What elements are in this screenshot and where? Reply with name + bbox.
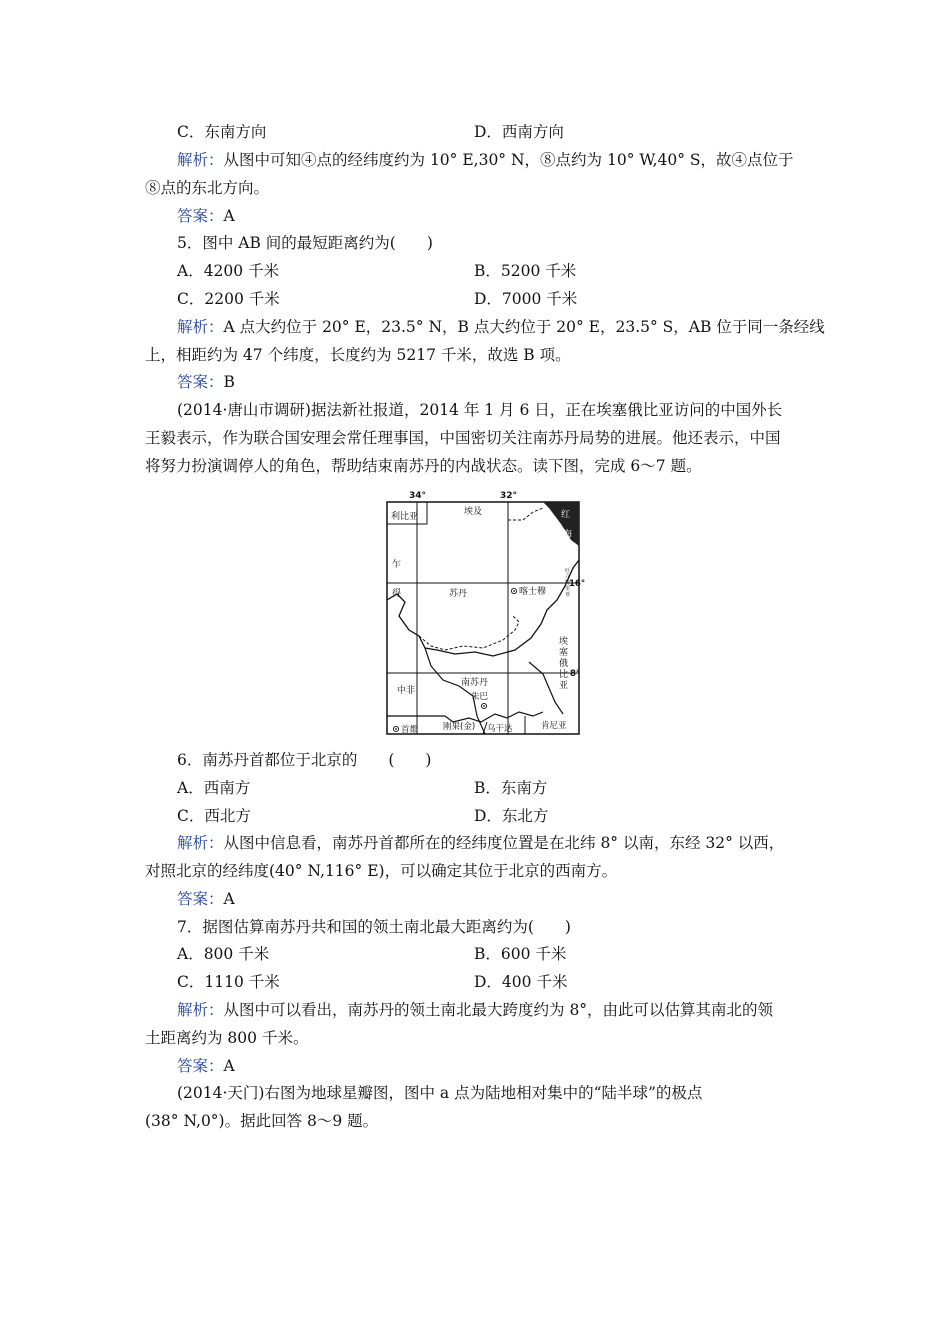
answer-value: A [223, 890, 235, 908]
q6-option-d: D．东北方 [474, 807, 549, 825]
analysis-label: 解析： [177, 318, 224, 336]
uganda-label: 乌干达 [487, 724, 513, 734]
ethiopia-label-1: 埃 [559, 637, 569, 647]
q4-analysis-line2: ⑧点的东北方向。 [145, 179, 270, 197]
analysis-text: 从图中可以看出，南苏丹的领土南北最大跨度约为 8°，由此可以估算其南北的领 [223, 1001, 774, 1019]
q6-option-c: C．西北方 [177, 807, 251, 825]
analysis-label: 解析： [177, 834, 224, 852]
q7-option-b: B．600 千米 [474, 945, 567, 963]
car-label: 中非 [397, 686, 416, 696]
q4-analysis-line1 [177, 150, 794, 170]
ethiopia-label-2: 塞 [559, 648, 569, 658]
q4-option-d: D．西南方向 [474, 123, 564, 141]
q5-option-a: A．4200 千米 [177, 262, 280, 280]
capital-dot-icon [483, 705, 485, 707]
q5-analysis-line1 [177, 317, 825, 337]
capital-dot-icon [513, 590, 515, 592]
q5-stem: 5．图中 AB 间的最短距离约为( ) [177, 234, 433, 252]
answer-value: A [223, 1057, 235, 1075]
q6-answer [177, 889, 235, 909]
capital-dot-icon [395, 728, 397, 730]
q4-answer [177, 206, 235, 226]
intro-8-9-line1: (2014·天门)右图为地球星瓣图，图中 a 点为陆地相对集中的“陆半球”的极点 [177, 1084, 703, 1102]
eritrea-label-3: 特 [565, 580, 571, 586]
q7-answer [177, 1056, 235, 1076]
answer-label: 答案： [177, 373, 224, 391]
lon-34-label: 34° [409, 491, 427, 501]
q6-analysis-line1 [177, 833, 784, 853]
libya-label: 利比亚 [391, 512, 419, 522]
egypt-label: 埃及 [464, 507, 483, 517]
analysis-label: 解析： [177, 1001, 224, 1019]
q6-option-a: A．西南方 [177, 779, 251, 797]
lon-32-label: 32° [500, 491, 518, 501]
q6-stem: 6．南苏丹首都位于北京的 ( ) [177, 751, 432, 769]
intro-6-7-line2: 王毅表示，作为联合国安理会常任理事国，中国密切关注南苏丹局势的进展。他还表示，中国 [145, 429, 781, 447]
analysis-text: A 点大约位于 20° E，23.5° N，B 点大约位于 20° E，23.5° S，AB 位于同一条经线 [223, 318, 825, 336]
red-sea-label-1: 红 [561, 510, 571, 520]
south-sudan-label: 南苏丹 [461, 678, 489, 688]
intro-6-7-line3: 将努力扮演调停人的角色，帮助结束南苏丹的内战状态。读下图，完成 6～7 题。 [145, 457, 702, 475]
q5-analysis-line2: 上，相距约为 47 个纬度，长度约为 5217 千米，故选 B 项。 [145, 346, 571, 364]
answer-label: 答案： [177, 890, 224, 908]
eritrea-label-1: 厄 [565, 568, 571, 574]
lat-16-label: 16° [569, 579, 586, 589]
answer-label: 答案： [177, 207, 224, 225]
ethiopia-label-3: 俄 [559, 659, 569, 669]
juba-label: 朱巴 [471, 692, 489, 702]
answer-value: B [223, 373, 235, 391]
sudan-map [383, 490, 586, 736]
ethiopia-label-5: 亚 [559, 681, 569, 691]
intro-8-9-line2: (38° N,0°)。据此回答 8～9 题。 [145, 1112, 379, 1130]
red-sea-label-2: 海 [563, 530, 573, 540]
q7-option-c: C．1110 千米 [177, 973, 280, 991]
q7-analysis-line2: 土距离约为 800 千米。 [145, 1029, 309, 1047]
q5-option-d: D．7000 千米 [474, 290, 578, 308]
q6-analysis-line2: 对照北京的经纬度(40° N,116° E)，可以确定其位于北京的西南方。 [145, 862, 618, 880]
legend-capital-label: 首都 [401, 725, 419, 735]
q7-option-a: A．800 千米 [177, 945, 270, 963]
analysis-text: 从图中信息看，南苏丹首都所在的经纬度位置是在北纬 8° 以南，东经 32° 以西， [223, 834, 785, 852]
sudan-label: 苏丹 [449, 589, 468, 599]
q6-option-b: B．东南方 [474, 779, 548, 797]
eritrea-label-5: 亚 [565, 592, 571, 598]
analysis-label: 解析： [177, 151, 224, 169]
q5-option-c: C．2200 千米 [177, 290, 280, 308]
q7-option-d: D．400 千米 [474, 973, 568, 991]
q4-option-c: C．东南方向 [177, 123, 267, 141]
kenya-label: 肯尼亚 [541, 721, 567, 731]
q7-stem: 7．据图估算南苏丹共和国的领土南北最大距离约为( ) [177, 918, 571, 936]
q5-answer [177, 372, 235, 392]
drc-label: 刚果(金) [443, 722, 476, 732]
q7-analysis-line1 [177, 1000, 773, 1020]
chad-label-1: 乍 [392, 560, 402, 570]
answer-value: A [223, 207, 235, 225]
khartoum-label: 喀士穆 [519, 587, 547, 597]
intro-6-7-line1: (2014·唐山市调研)据法新社报道，2014 年 1 月 6 日，正在埃塞俄比亚访问的中国外长 [177, 401, 783, 419]
q5-option-b: B．5200 千米 [474, 262, 577, 280]
eritrea-label-4: 里 [565, 586, 571, 592]
ethiopia-label-4: 比 [559, 670, 569, 680]
analysis-text: 从图中可知④点的经纬度约为 10° E,30° N，⑧点约为 10° W,40° S，故④点位于 [223, 151, 794, 169]
lat-8-label: 8° [570, 669, 581, 679]
chad-label-2: 得 [392, 589, 402, 599]
eritrea-label-2: 立 [565, 574, 571, 580]
answer-label: 答案： [177, 1057, 224, 1075]
